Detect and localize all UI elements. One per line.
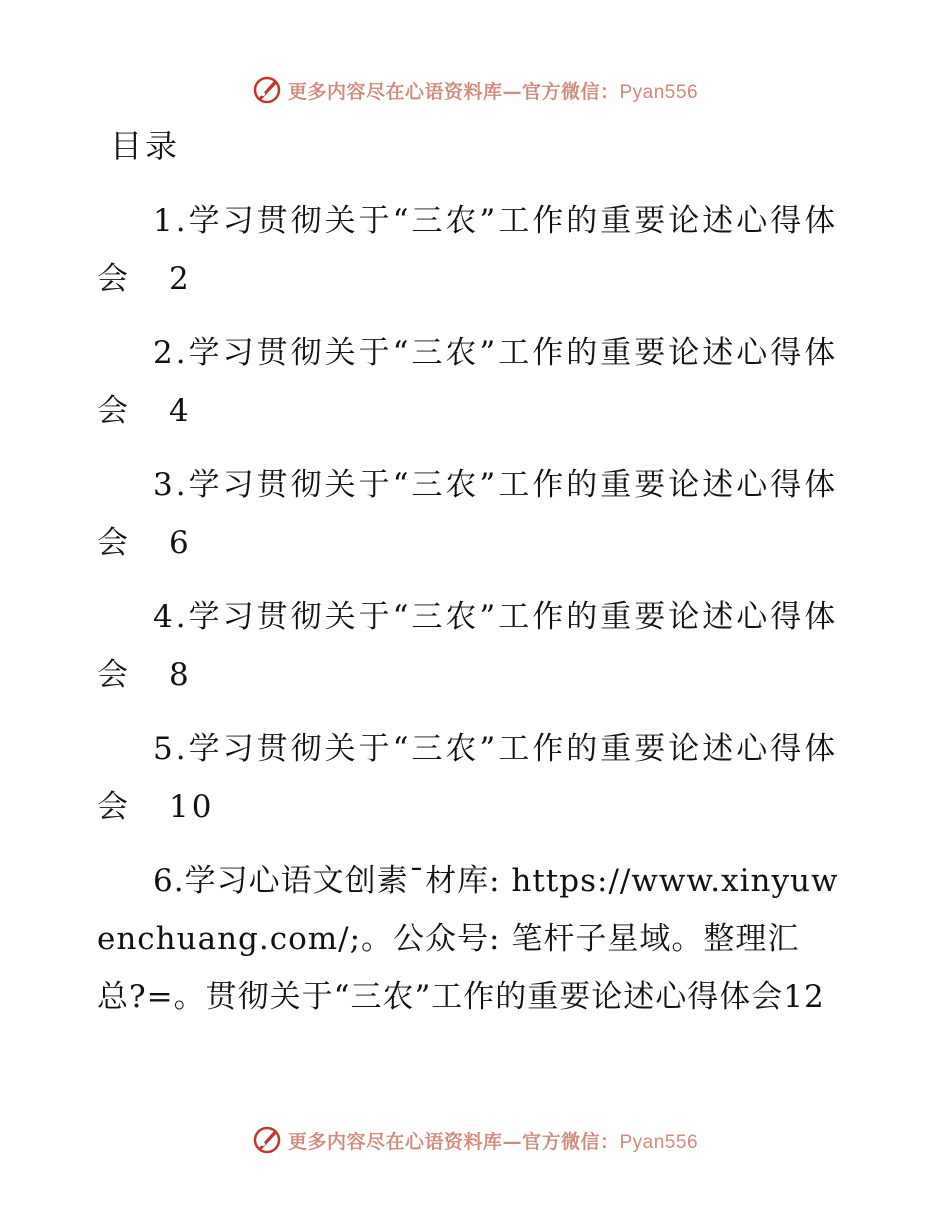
footer-banner-text: 更多内容尽在心语资料库—官方微信：Pyan556 <box>287 1130 699 1153</box>
toc-entry-1 <box>97 192 842 308</box>
toc-entry-page: 10 <box>169 789 215 825</box>
toc-entry-label: 1.学习贯彻关于“三农”工作的重要论述心得体会 <box>97 203 839 297</box>
toc-entry-2 <box>97 324 842 440</box>
header-banner <box>0 70 950 110</box>
quill-logo-icon <box>252 1125 282 1155</box>
toc-entry-5 <box>97 720 842 836</box>
toc-entry-4 <box>97 588 842 704</box>
header-banner-text: 更多内容尽在心语资料库—官方微信：Pyan556 <box>287 80 699 103</box>
quill-logo-icon <box>252 75 282 105</box>
toc-entry-label: 3.学习贯彻关于“三农”工作的重要论述心得体会 <box>97 467 839 561</box>
toc-entry-page: 2 <box>169 261 192 297</box>
footer-wechat-id: Pyan556 <box>619 1131 699 1153</box>
toc-entry-page: 4 <box>169 393 192 429</box>
toc-entry-6 <box>97 852 842 1026</box>
toc-entry-page: 8 <box>169 657 192 693</box>
toc-entry-label: 2.学习贯彻关于“三农”工作的重要论述心得体会 <box>97 335 839 429</box>
toc-entry-label: 5.学习贯彻关于“三农”工作的重要论述心得体会 <box>97 731 839 825</box>
toc-list <box>97 192 842 1042</box>
header-wechat-id: Pyan556 <box>619 81 699 103</box>
toc-entry-page: 6 <box>169 525 192 561</box>
toc-entry-label: 4.学习贯彻关于“三农”工作的重要论述心得体会 <box>97 599 839 693</box>
toc-entry-label: 6.学习心语文创素¯材库: https://www.xinyuwenchuang.com/;。公众号: 笔杆子星域。整理汇总?=。贯彻关于“三农”工作的重要论述心得体会12 <box>97 863 839 1015</box>
toc-title: 目录 <box>110 127 181 165</box>
toc-entry-3 <box>97 456 842 572</box>
footer-banner <box>0 1120 950 1160</box>
